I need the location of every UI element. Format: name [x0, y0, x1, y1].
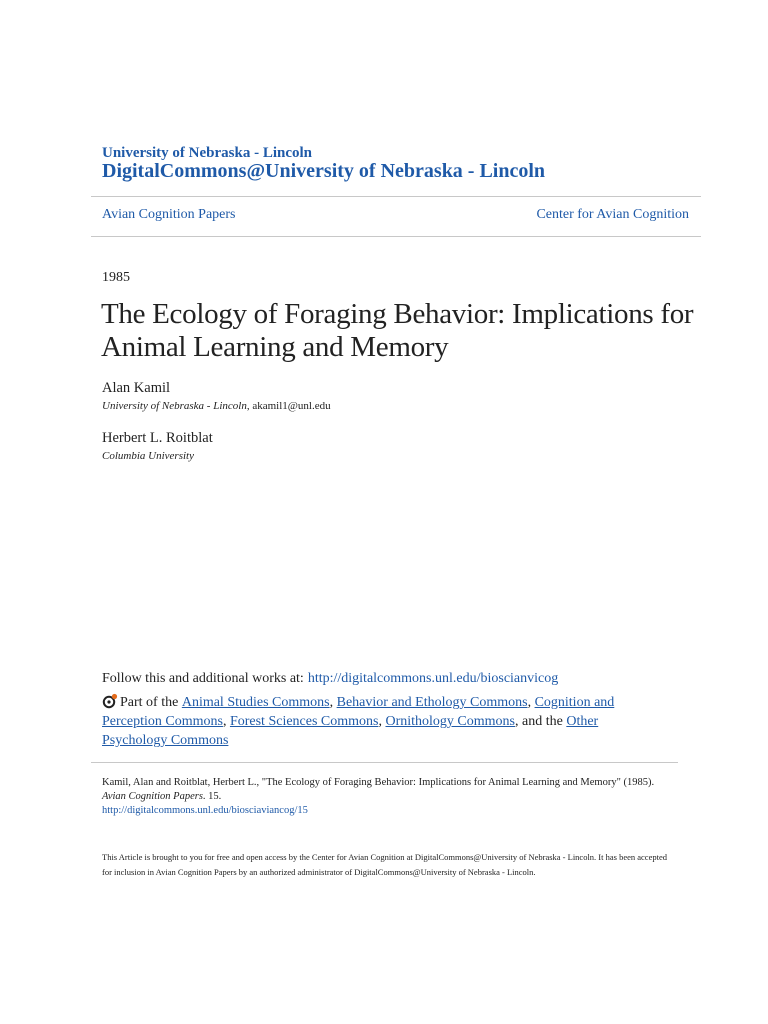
separator: ,	[329, 695, 337, 710]
citation-series-line	[102, 790, 702, 804]
and-the-separator: , and the	[515, 714, 567, 729]
divider	[91, 196, 701, 197]
recommended-citation	[102, 776, 702, 818]
author-name: Herbert L. Roitblat	[102, 430, 213, 446]
divider	[91, 762, 678, 763]
citation-number: . 15.	[202, 791, 222, 802]
separator: ,	[527, 695, 535, 710]
follow-label: Follow this and additional works at:	[102, 671, 304, 686]
commons-network-icon	[102, 693, 118, 709]
collection-url-link[interactable]: http://digitalcommons.unl.edu/bioscianvicog	[307, 671, 559, 686]
commons-link-animal-studies[interactable]: Animal Studies Commons	[181, 695, 330, 710]
access-notice: This Article is brought to you for free and open access by the Center for Avian Cognition at DigitalCommons@University of Nebraska - Lincoln. It has been accepted for inclusion in Avian Cognition Papers by an authorized administrator of DigitalCommons@University of Nebraska - Lincoln.	[102, 852, 667, 877]
part-of-commons	[102, 693, 642, 750]
separator: ,	[378, 714, 386, 729]
author-email: , akamil1@unl.edu	[246, 400, 331, 412]
author-name: Alan Kamil	[102, 380, 171, 396]
department-link[interactable]: Center for Avian Cognition	[536, 207, 689, 222]
institution-name[interactable]: University of Nebraska - Lincoln	[102, 145, 312, 161]
commons-link-behavior-ethology[interactable]: Behavior and Ethology Commons	[336, 695, 528, 710]
affiliation-name: Columbia University	[102, 450, 194, 462]
citation-text: Kamil, Alan and Roitblat, Herbert L., "The Ecology of Foraging Behavior: Implications for Animal Learning and Memory" (1985).	[102, 777, 655, 788]
affiliation-name: University of Nebraska - Lincoln	[102, 400, 247, 412]
citation-series: Avian Cognition Papers	[102, 791, 203, 802]
series-link[interactable]: Avian Cognition Papers	[102, 207, 236, 222]
publication-year: 1985	[102, 270, 130, 285]
commons-link-ornithology[interactable]: Ornithology Commons	[385, 714, 515, 729]
citation-url-link[interactable]: http://digitalcommons.unl.edu/biosciaviancog/15	[102, 805, 308, 816]
article-title: The Ecology of Foraging Behavior: Implications for Animal Learning and Memory	[101, 298, 694, 363]
part-of-prefix: Part of the	[120, 695, 179, 710]
repository-name[interactable]: DigitalCommons@University of Nebraska - Lincoln	[102, 160, 546, 182]
follow-works-line	[102, 671, 558, 687]
author-affiliation	[102, 450, 194, 462]
separator: ,	[222, 714, 230, 729]
commons-link-other-psychology[interactable]: Other Psychology Commons	[102, 714, 599, 748]
commons-link-cognition-perception[interactable]: Cognition and Perception Commons	[102, 695, 615, 729]
divider	[91, 236, 701, 237]
author-affiliation	[102, 400, 331, 412]
commons-link-forest-sciences[interactable]: Forest Sciences Commons	[229, 714, 379, 729]
